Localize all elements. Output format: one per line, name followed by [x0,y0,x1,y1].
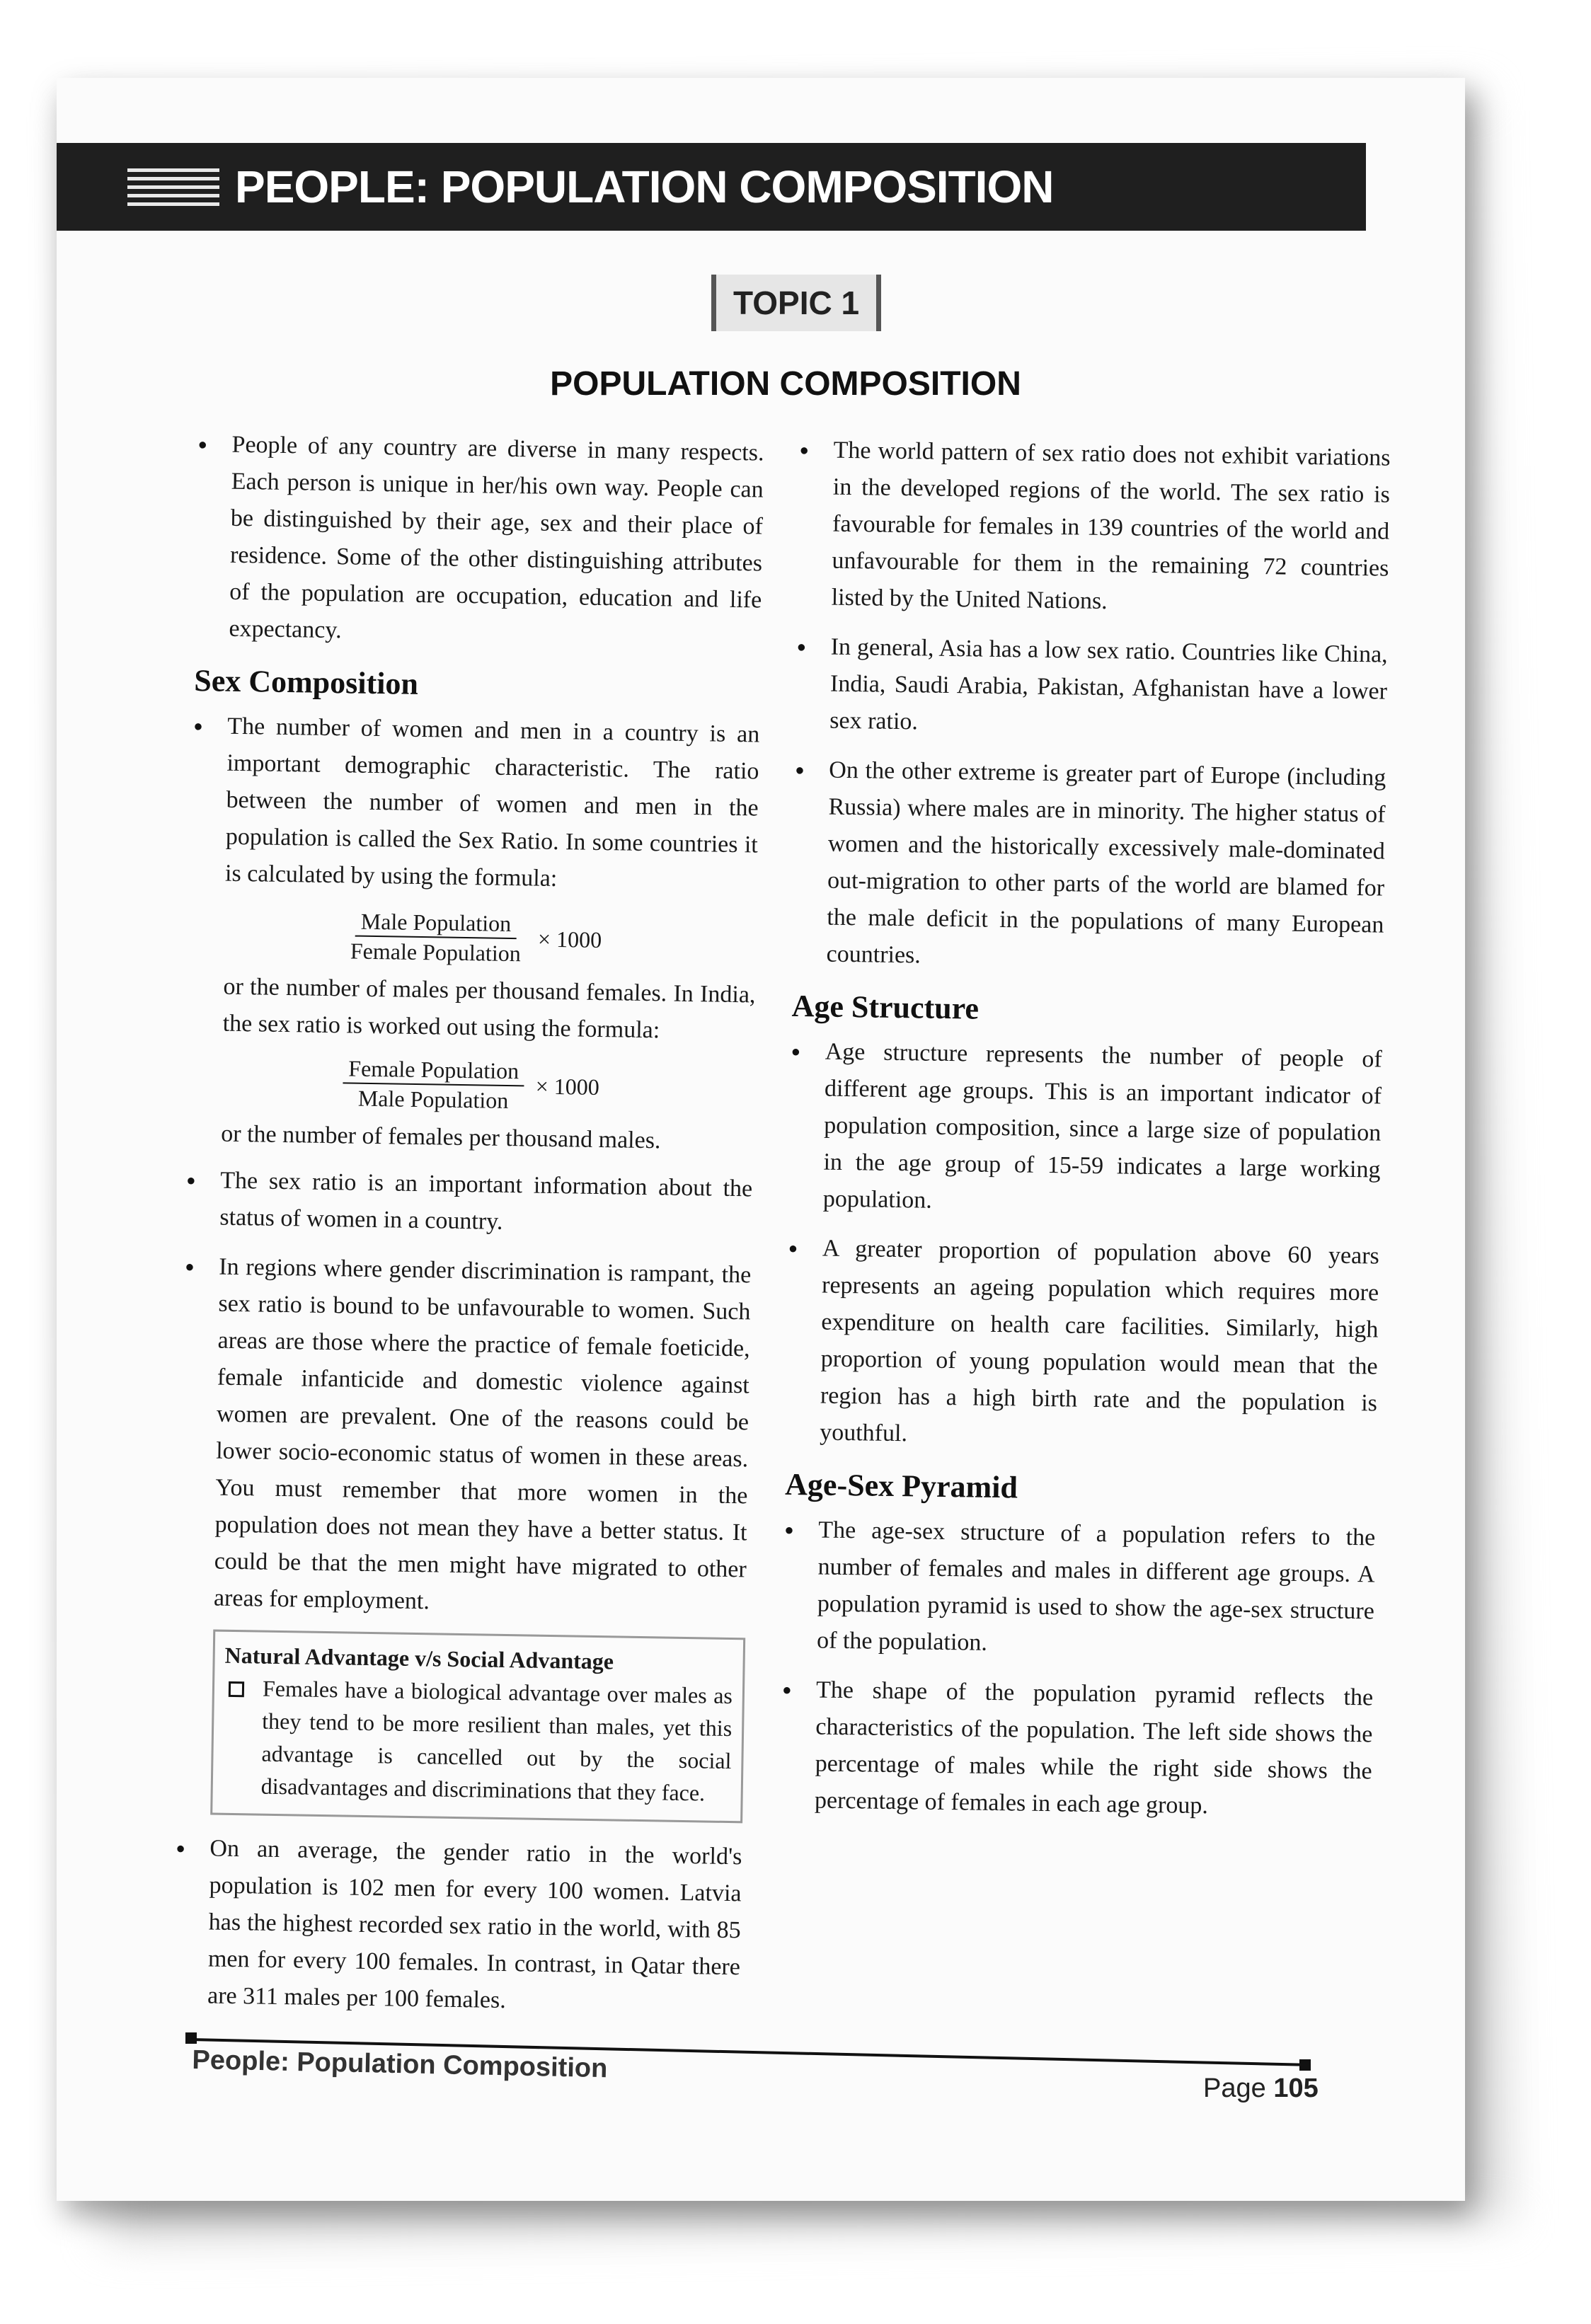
sex-composition-heading: Sex Composition [193,662,419,701]
formula-multiplier: × 1000 [535,1073,600,1100]
formula-numerator: Male Population [355,907,517,940]
formula-numerator: Female Population [343,1054,524,1086]
right-column [780,432,1391,1839]
asia-paragraph: ● In general, Asia has a low sex ratio. Countries like China, India, Saudi Arabia, Pakistan, Afghanistan have a lower sex ratio. [796,628,1388,747]
world-ratio-paragraph: ● On an average, the gender ratio in the world's population is 102 men for every 100 women. Latvia has the highest recorded sex ratio in the world, with 85 men for every 100 females. In contrast, in Qatar there are 311 males per 100 females. [173,1830,742,2023]
formula-female-male [188,1052,754,1119]
age-structure-heading: Age Structure [791,988,980,1026]
chapter-title: PEOPLE: POPULATION COMPOSITION [235,161,1054,212]
footer-chapter-name: People: Population Composition [192,2045,608,2084]
pyramid-shape-paragraph: ● The shape of the population pyramid reflects the characteristics of the population. The left side shows the percentage of males while the right side shows the percentage of females in each age group. [781,1672,1374,1827]
formula-denominator: Male Population [357,1085,509,1113]
topic-title: POPULATION COMPOSITION [550,365,1021,403]
book-page [57,78,1465,2201]
world-pattern-paragraph: ● The world pattern of sex ratio does not exhibit variations in the developed regions of the world. The sex ratio is favourable for females in 139 countries of the world and unfavourable for them in the remaining 72 countries listed by the United Nations. [797,432,1391,624]
formula-male-female [190,904,757,972]
advantage-box-text: Females have a biological advantage over males as they tend to be more resilient than males, yet this advantage is cancelled out by the social disadvantages and discriminations that they face. [260,1675,733,1806]
discrimination-paragraph: ● In regions where gender discrimination is rampant, the sex ratio is bound to be unfavourable to women. Such areas are those where the practice of female foeticide, female infanticide and domestic violence against women are prevalent. One of the reasons could be lower socio-economic status of women in these areas. You must remember that more women in the population does not mean they have a better status. It could be that the men might have migrated to other areas for employment. [180,1248,752,1626]
page-number [1203,2073,1319,2104]
pyramid-paragraph: ● The age-sex structure of a population refers to the number of females and males in different age groups. A population pyramid is used to show the age-sex structure of the population. [783,1512,1376,1667]
square-bullet-icon [229,1681,244,1697]
page-number-value: 105 [1273,2073,1319,2103]
left-column [173,426,764,2035]
ageing-paragraph: ● A greater proportion of population above 60 years represents an ageing population which requires more expenditure on health care facilities. Similarly, high proportion of young population would mean that the region has a high birth rate and the population is youthful. [786,1230,1379,1459]
footer-rule-end [1299,2059,1311,2071]
sex-ratio-paragraph: ● The number of women and men in a country is an important demographic characteristic. The ratio between the number of women and men in the population is called the Sex Ratio. In some countries it is calculated by using the formula: [191,708,760,901]
europe-paragraph: ● On the other extreme is greater part of Europe (including Russia) where males are in minority. The higher status of women and the historically excessively male-dominated out-migration to other parts of the world are blamed for the male deficit in the populations of many European countries. [792,752,1386,981]
intro-paragraph: ● People of any country are diverse in many respects. Each person is unique in her/his own way. People can be distinguished by their age, sex and their place of residence. Some of the other distinguishing attributes of the population are occupation, education and life expectancy. [195,426,764,656]
formula-multiplier: × 1000 [537,926,602,953]
status-paragraph: ● The sex ratio is an important information about the status of women in a country. [185,1162,753,1245]
advantage-box-item [222,1672,733,1810]
advantage-box-title: Natural Advantage v/s Social Advantage [224,1642,614,1674]
chapter-header [57,143,1366,231]
age-structure-paragraph: ● Age structure represents the number of people of different age groups. This is an important indicator of population composition, since a large size of population in the age group of 15-59 indicates a large working population. [789,1033,1383,1226]
page-label: Page [1203,2073,1266,2103]
topic-label: TOPIC 1 [711,275,881,331]
females-per-thousand-text: or the number of females per thousand males. [221,1120,661,1154]
advantage-box [210,1630,745,1824]
age-sex-pyramid-heading: Age-Sex Pyramid [784,1466,1018,1505]
india-formula-text: or the number of males per thousand females. In India, the sex ratio is worked out using the formula: [222,973,756,1044]
lines-icon [127,168,219,206]
formula-denominator: Female Population [350,938,522,967]
